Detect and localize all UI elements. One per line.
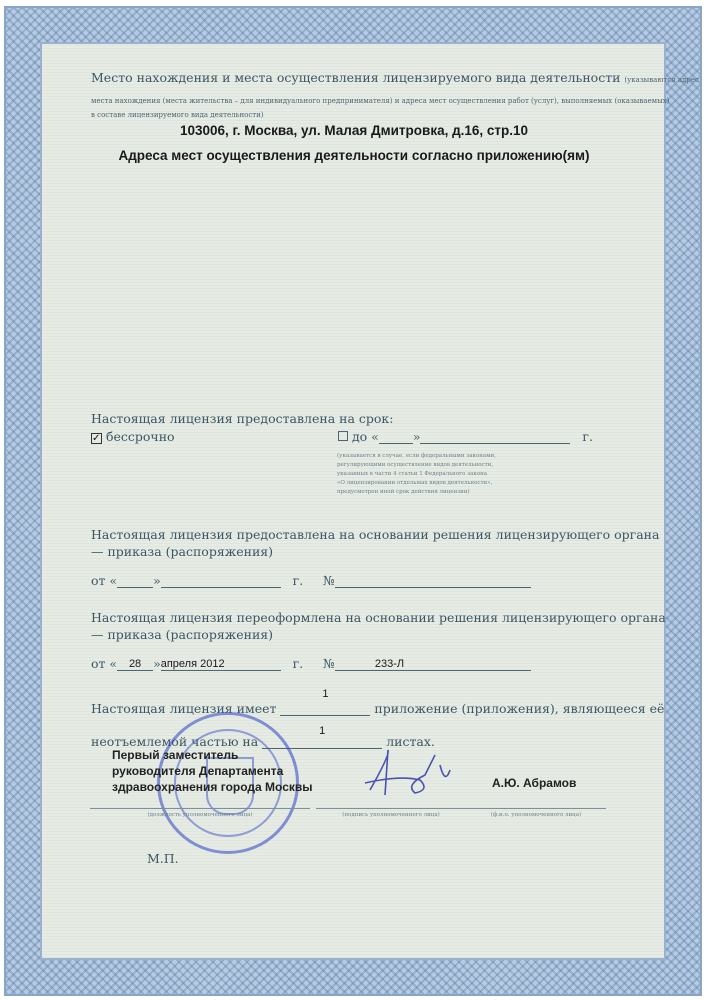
basis-month-field: [161, 587, 281, 588]
position-line: Первый заместитель: [112, 748, 239, 762]
year-suffix: г.: [582, 429, 593, 444]
appendix-count-field: [280, 688, 370, 716]
quote: »: [412, 429, 421, 444]
location-note-3: в составе лицензируемого вида деятельности): [91, 111, 264, 119]
signature-line-rule: [316, 808, 466, 809]
position-line: руководителя Департамента: [112, 764, 284, 778]
appendix-text: неотъемлемой частью на: [91, 734, 259, 749]
year-suffix: г.: [292, 656, 304, 671]
basis-date-line: [91, 573, 531, 588]
appendix-sheets: 1: [319, 725, 326, 737]
signatory-name: А.Ю. Абрамов: [492, 776, 577, 790]
basis-heading-1: Настоящая лицензия предоставлена на основании решения лицензирующего органа: [91, 527, 660, 542]
term-heading: Настоящая лицензия предоставлена на срок:: [91, 411, 394, 426]
basis-heading-2: — приказа (распоряжения): [91, 544, 274, 559]
seal-label: М.П.: [147, 851, 179, 866]
until-date-field: [420, 443, 570, 444]
document-body: [40, 42, 666, 960]
location-note-2: места нахождения (места жительства – для индивидуального предпринимателя) и адреса мест осуществления работ (услуг), выполняемых (оказываемых): [91, 97, 670, 105]
note-line: «О лицензировании отдельных видов деятельности»,: [337, 480, 493, 486]
address: 103006, г. Москва, ул. Малая Дмитровка, д.16, стр.10: [179, 123, 529, 138]
location-heading: [91, 70, 699, 85]
position-line-rule: [90, 808, 310, 809]
number-label: №: [323, 573, 335, 588]
appendix-text: Настоящая лицензия имеет: [91, 701, 277, 716]
appendix-text: листах.: [386, 734, 435, 749]
quote: »: [153, 656, 161, 671]
caption-position: (должность уполномоченного лица): [147, 812, 253, 818]
number-label: №: [323, 656, 335, 671]
location-title: Место нахождения и места осуществления лицензируемого вида деятельности: [91, 70, 621, 85]
location-note: (указываются адрес: [624, 76, 699, 84]
reissue-date-line: [91, 656, 531, 671]
reissue-day: 28: [117, 658, 153, 671]
basis-day-field: [117, 587, 153, 588]
reissue-heading-2: — приказа (распоряжения): [91, 627, 274, 642]
note-line: предусмотрен иной срок действия лицензии): [337, 489, 470, 495]
caption-signature: (подпись уполномоченного лица): [342, 812, 440, 818]
checkbox-empty-icon: [338, 431, 348, 441]
until-day-field: [379, 443, 413, 444]
year-suffix: г.: [292, 573, 304, 588]
until-label: до «: [351, 429, 379, 444]
basis-number-field: [335, 587, 531, 588]
quote: »: [153, 573, 161, 588]
unlimited-label: бессрочно: [105, 429, 175, 444]
reissue-number: 233-Л: [335, 658, 531, 671]
from-label: от «: [91, 573, 118, 588]
term-note: [337, 452, 496, 497]
note-line: указанных в части 4 статьи 1 Федерального закона: [337, 471, 488, 477]
addresses-ref: Адреса мест осуществления деятельности согласно приложению(ям): [118, 148, 590, 163]
unlimited-option: [91, 429, 175, 444]
from-label: от «: [91, 656, 118, 671]
signatory-position: [112, 747, 313, 795]
note-line: регулирующими осуществление видов деятельности,: [337, 462, 494, 468]
handwritten-signature: [360, 745, 460, 805]
reissue-heading-1: Настоящая лицензия переоформлена на основании решения лицензирующего органа: [91, 610, 666, 625]
checkbox-checked-icon: ✓: [92, 433, 101, 444]
until-option: [338, 429, 593, 444]
name-line-rule: [466, 808, 606, 809]
appendix-count: 1: [322, 688, 329, 700]
caption-name: (ф.и.о. уполномоченного лица): [490, 812, 582, 818]
appendix-line-1: [91, 688, 665, 716]
note-line: (указывается в случае, если федеральными законами,: [337, 453, 496, 459]
reissue-month-year: апреля 2012: [161, 658, 281, 671]
position-line: здравоохранения города Москвы: [112, 780, 313, 794]
appendix-text: приложение (приложения), являющееся её: [374, 701, 665, 716]
